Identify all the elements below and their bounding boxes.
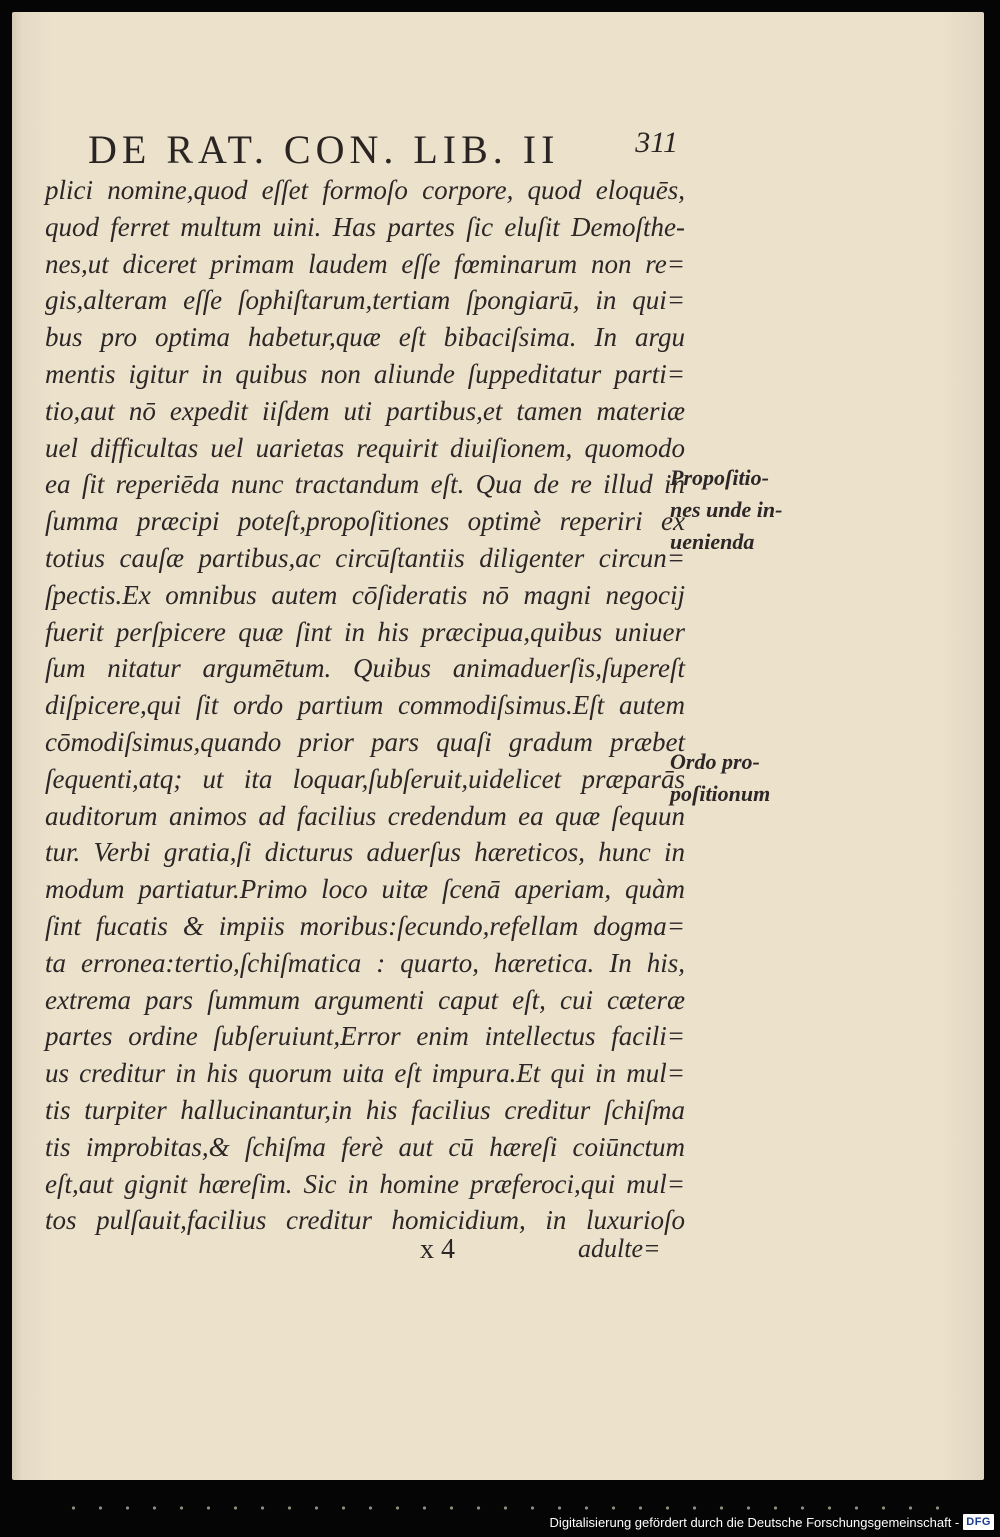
text-line: auditorum animos ad facilius credendum ea quæ ſequun [45,800,685,831]
text-line: tis improbitas,& ſchiſma ferè aut cū hæreſi coiūnctum [45,1131,685,1162]
text-line: bus pro optima habetur,quæ eſt bibaciſsima. In argu [45,322,685,353]
text-line: ta erronea:tertio,ſchiſmatica : quarto, hæretica. In his, [45,947,685,978]
text-line: partes ordine ſubſeruiunt,Error enim intellectus facili= [45,1021,685,1052]
text-line: ſumma præcipi poteſt,propoſitiones optimè reperiri ex [45,506,685,537]
text-line: us creditur in his quorum uita eſt impura.Et qui in mul= [45,1058,685,1089]
text-line: fuerit perſpicere quæ ſint in his præcipua,quibus uniuer [45,616,685,647]
text-line: mentis igitur in quibus non aliunde ſuppeditatur parti= [45,358,685,389]
text-line: gis,alteram eſſe ſophiſtarum,tertiam ſpongiarū, in qui= [45,285,685,316]
text-line: diſpicere,qui ſit ordo partium commodiſsimus.Eſt autem [45,690,685,721]
text-line: eſt,aut gignit hæreſim. Sic in homine præferoci,qui mul= [45,1168,685,1199]
margin-note-propositiones [670,462,782,558]
text-line: modum partiatur.Primo loco uitæ ſcenā aperiam, quàm [45,874,685,905]
text-line: ſum nitatur argumētum. Quibus animaduerſis,ſupereſt [45,653,685,684]
text-line: ſint fucatis & impiis moribus:ſecundo,refellam dogma= [45,910,685,941]
margin-note-line: Propoſitio- [670,465,769,490]
page-number: 311 [635,126,678,159]
margin-note-line: nes unde in- [670,497,783,522]
text-line: cōmodiſsimus,quando prior pars quaſi gradum præbet [45,726,685,757]
margin-note-line: uenienda [670,529,755,554]
text-line: nes,ut diceret primam laudem eſſe fœminarum non re= [45,248,685,279]
text-line: tio,aut nō expedit iiſdem uti partibus,et tamen materiæ [45,395,685,426]
text-line: totius cauſæ partibus,ac circūſtantiis diligenter circun= [45,542,685,573]
text-line: ea ſit reperiēda nunc tractandum eſt. Qua de re illud in [45,469,685,500]
footer-credit [550,1511,994,1533]
text-line: plici nomine,quod eſſet formoſo corpore, quod eloquēs, [45,175,685,205]
text-line: tis turpiter hallucinantur,in his facilius creditur ſchiſma [45,1094,685,1125]
page-header [88,126,688,176]
main-text [45,172,685,1239]
text-line: uel difficultas uel uarietas requirit diuiſionem, quomodo [45,432,685,463]
dfg-logo-icon: DFG [963,1514,994,1530]
margin-note-ordo [670,746,770,810]
text-line: quod ferret multum uini. Has partes ſic eluſit Demoſthe- [45,211,685,242]
catchword: adulte= [578,1234,661,1263]
signature-mark: x 4 [420,1234,455,1265]
margin-note-line: poſitionum [670,781,771,806]
running-head: DE RAT. CON. LIB. II [88,127,560,172]
text-line: tur. Verbi gratia,ſi dicturus aduerſus hæreticos, hunc in [45,837,685,868]
text-line: extrema pars ſummum argumenti caput eſt, cui cæteræ [45,984,685,1015]
text-line: ſequenti,atq; ut ita loquar,ſubſeruit,uidelicet præparās [45,763,685,794]
margin-note-line: Ordo pro- [670,749,760,774]
book-page [12,12,984,1480]
text-line: ſpectis.Ex omnibus autem cōſideratis nō magni negocij [45,579,685,610]
footer-text: Digitalisierung gefördert durch die Deutsche Forschungsgemeinschaft - [549,1514,960,1530]
text-line: tos pulſauit,facilius creditur homicidium, in luxurioſo [45,1205,685,1236]
